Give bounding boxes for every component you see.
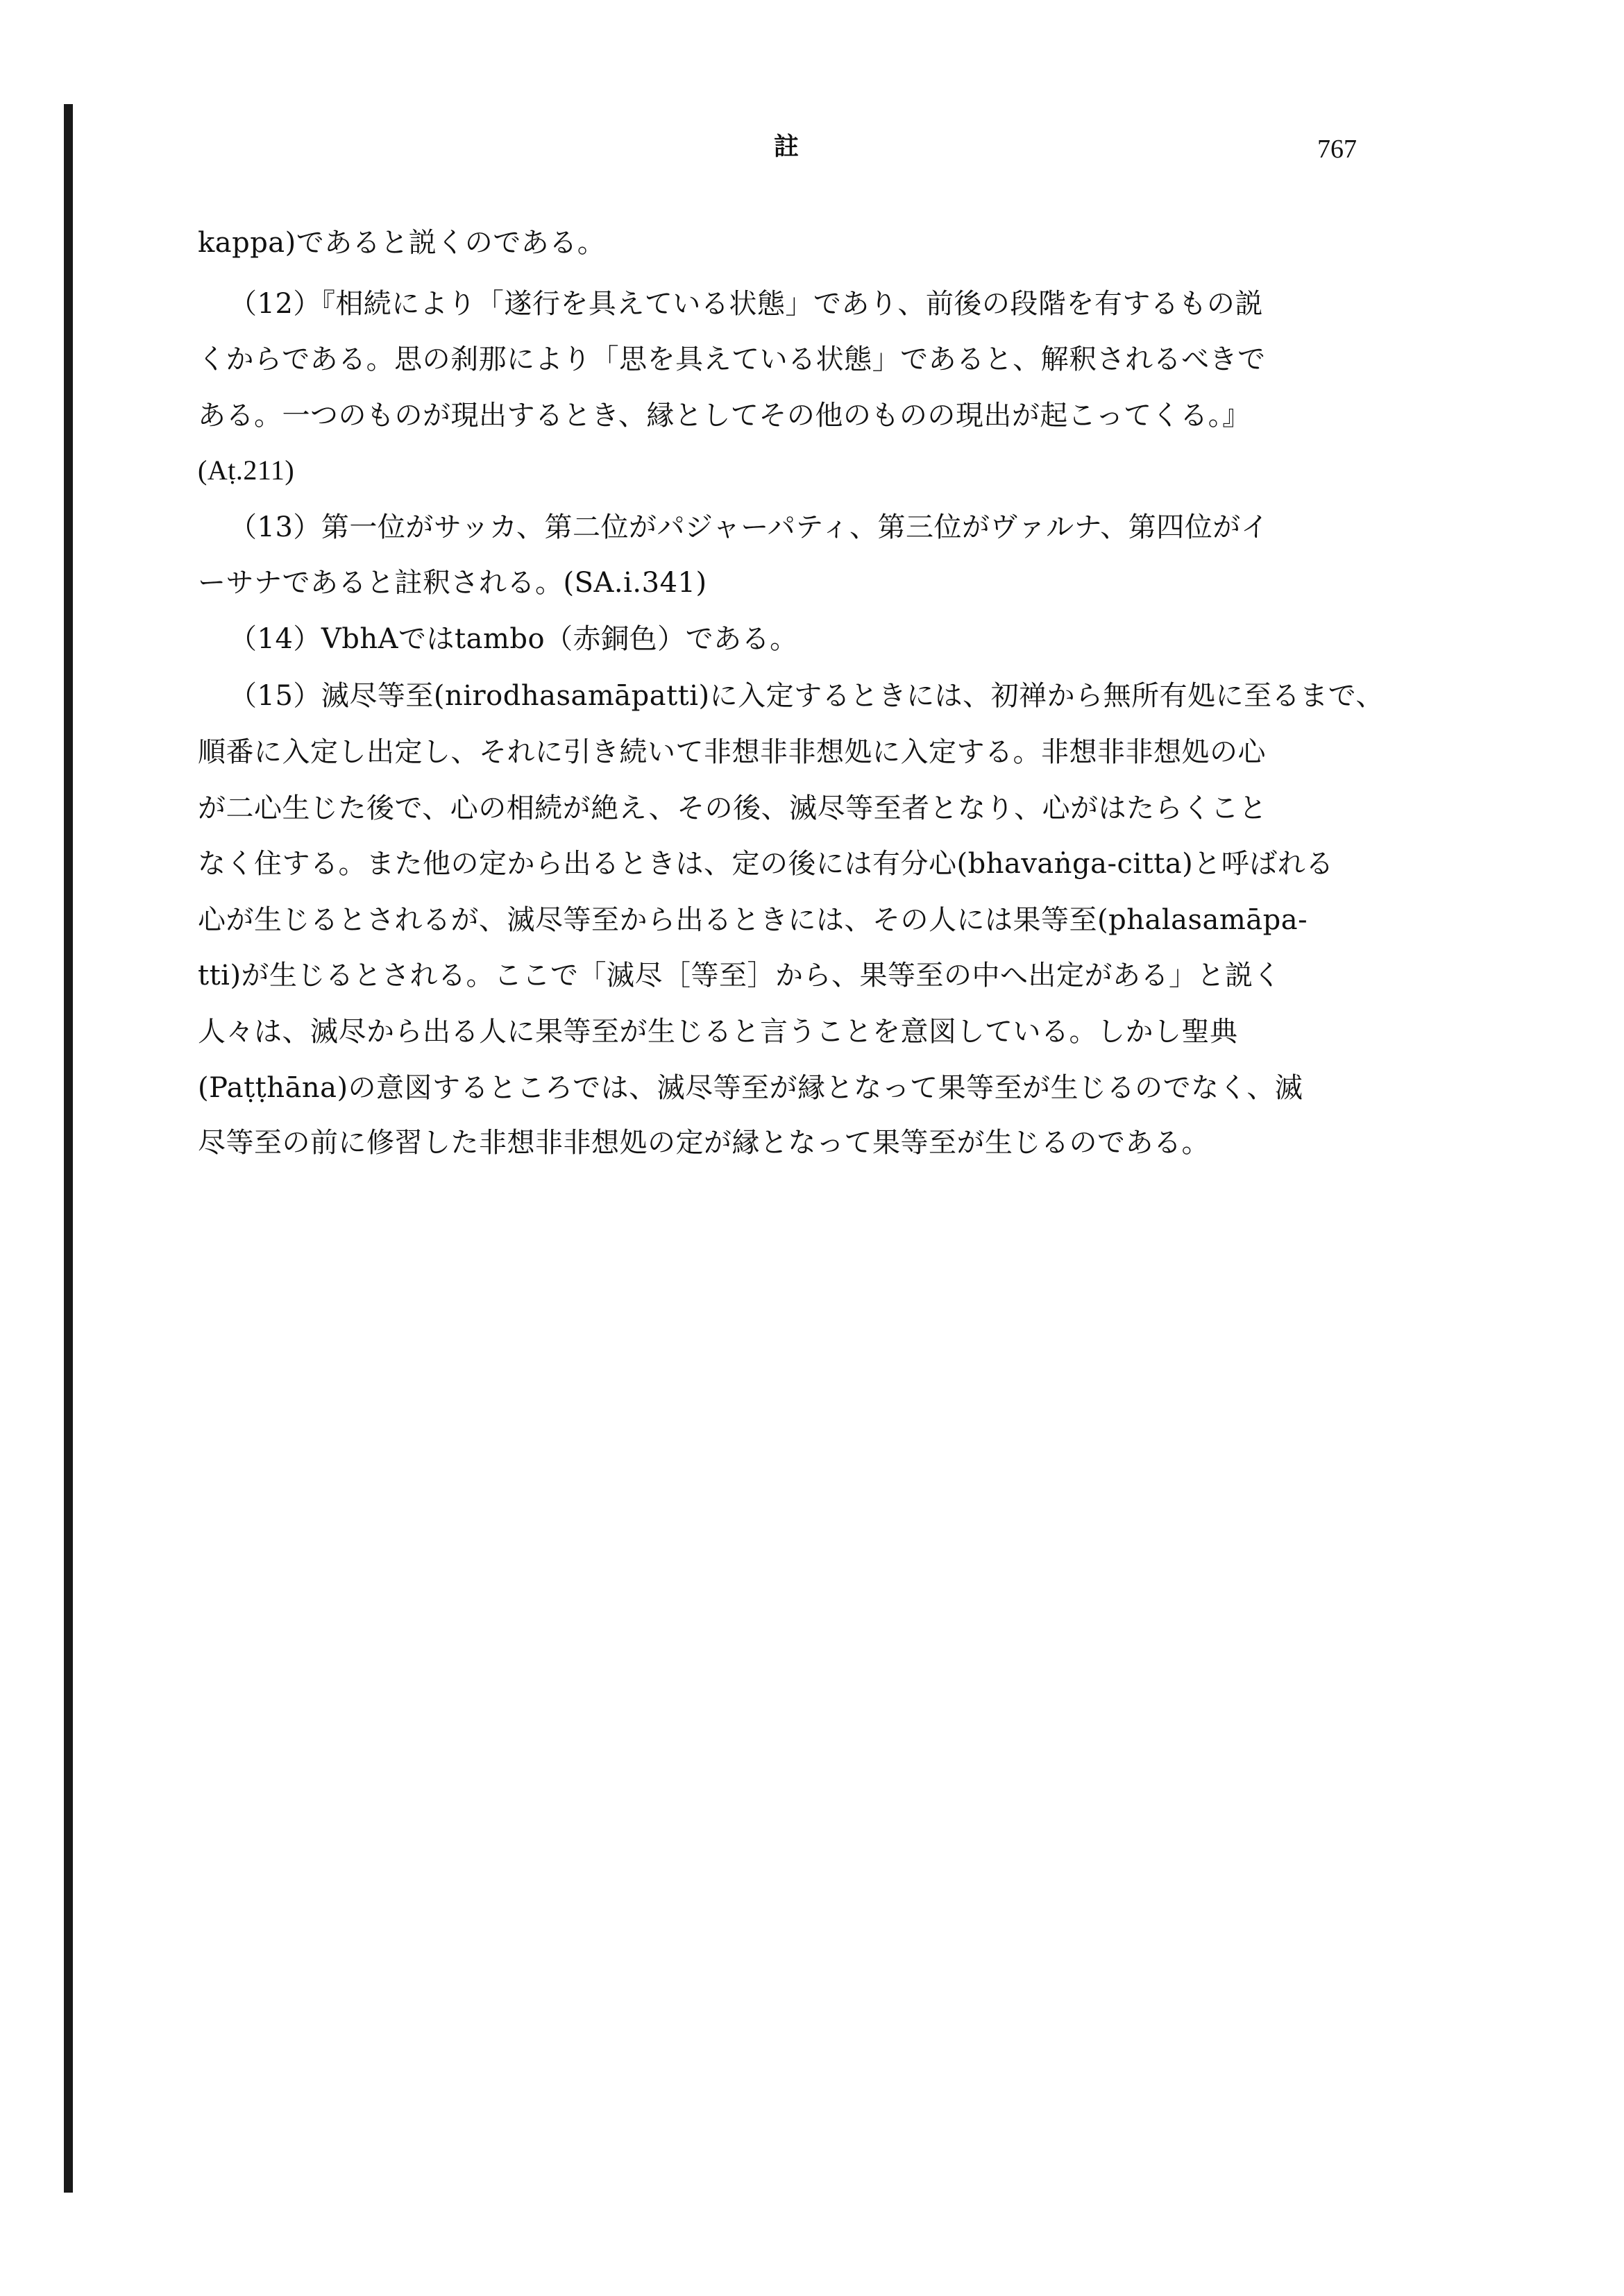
running-header-title: 註 <box>774 132 800 161</box>
text-line: 尽等至の前に修習した非想非非想処の定が縁となって果等至が生じるのである。 <box>198 1127 1210 1159</box>
note-13-line: （13）第一位がサッカ、第二位がパジャーパティ、第三位がヴァルナ、第四位がイ <box>229 511 1269 543</box>
text-line: くからである。思の刹那により「思を具えている状態」であると、解釈されるべきで <box>198 343 1266 375</box>
text-line: tti)が生じるとされる。ここで「滅尽［等至］から、果等至の中へ出定がある」と説く <box>198 960 1282 992</box>
text-line: ある。一つのものが現出するとき、縁としてその他のものの現出が起こってくる。』 <box>198 400 1251 432</box>
citation-line: (Aṭ.211) <box>198 454 295 486</box>
text-line: なく住する。また他の定から出るときは、定の後には有分心(bhavaṅga-citta)と呼ばれる <box>198 848 1334 880</box>
note-14-line: （14）VbhAではtambo（赤銅色）である。 <box>229 623 798 655</box>
page-number: 767 <box>1317 135 1357 164</box>
text-line: 人々は、滅尽から出る人に果等至が生じると言うことを意図している。しかし聖典 <box>198 1016 1238 1048</box>
text-line: kappa)であると説くのである。 <box>198 227 606 259</box>
binding-edge-shadow <box>64 104 73 2193</box>
text-line: (Paṭṭhāna)の意図するところでは、滅尽等至が縁となって果等至が生じるのでなく、滅 <box>198 1072 1303 1104</box>
note-12-line: （12）『相続により「遂行を具えている状態」であり、前後の段階を有するもの説 <box>229 288 1263 320</box>
text-line: 心が生じるとされるが、滅尽等至から出るときには、その人には果等至(phalasamāpa- <box>198 904 1308 936</box>
text-line: 順番に入定し出定し、それに引き続いて非想非非想処に入定する。非想非非想処の心 <box>198 736 1266 768</box>
note-15-line: （15）滅尽等至(nirodhasamāpatti)に入定するときには、初禅から無所有処に至るまで、 <box>229 680 1384 712</box>
text-line: ーサナであると註釈される。(SA.i.341) <box>198 567 707 599</box>
text-line: が二心生じた後で、心の相続が絶え、その後、滅尽等至者となり、心がはたらくこと <box>198 792 1267 824</box>
